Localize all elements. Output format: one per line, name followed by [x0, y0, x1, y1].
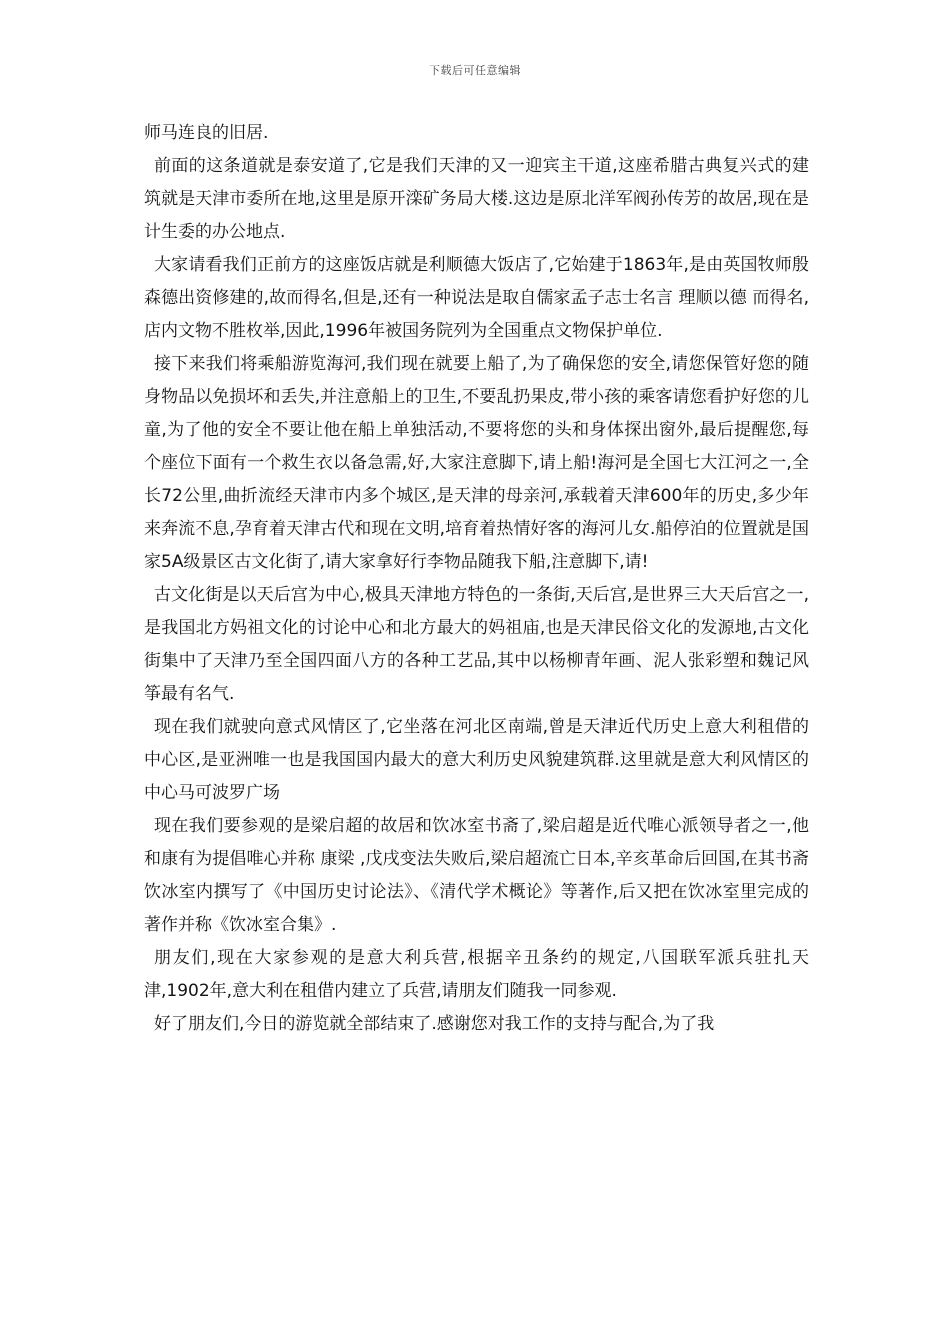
paragraph: 现在我们就驶向意式风情区了,它坐落在河北区南端,曾是天津近代历史上意大利租借的中心区,是亚洲唯一也是我国国内最大的意大利历史风貌建筑群.这里就是意大利风情区的中心马可波罗广场 [144, 717, 809, 803]
paragraph: 古文化街是以天后宫为中心,极具天津地方特色的一条街,天后宫,是世界三大天后宫之一,是我国北方妈祖文化的讨论中心和北方最大的妈祖庙,也是天津民俗文化的发源地,古文化街集中了天津乃至全国四面八方的各种工艺品,其中以杨柳青年画、泥人张彩塑和魏记风筝最有名气. [144, 585, 809, 704]
paragraph: 现在我们要参观的是梁启超的故居和饮冰室书斋了,梁启超是近代唯心派领导者之一,他和康有为提倡唯心并称 康梁 ,戊戌变法失败后,梁启超流亡日本,辛亥革命后回国,在其书斋饮冰室内撰写了《中国历史讨论法》、《清代学术概论》等著作,后又把在饮冰室里完成的著作并称《饮冰室合集》. [144, 816, 809, 935]
paragraph: 接下来我们将乘船游览海河,我们现在就要上船了,为了确保您的安全,请您保管好您的随身物品以免损坏和丢失,并注意船上的卫生,不要乱扔果皮,带小孩的乘客请您看护好您的儿童,为了他的安全不要让他在船上单独活动,不要将您的头和身体探出窗外,最后提醒您,每个座位下面有一个救生衣以备急需,好,大家注意脚下,请上船!海河是全国七大江河之一,全长72公里,曲折流经天津市内多个城区,是天津的母亲河,承载着天津600年的历史,多少年来奔流不息,孕育着天津古代和现在文明,培育着热情好客的海河儿女.船停泊的位置就是国家5A级景区古文化街了,请大家拿好行李物品随我下船,注意脚下,请! [144, 354, 809, 572]
paragraph: 前面的这条道就是泰安道了,它是我们天津的又一迎宾主干道,这座希腊古典复兴式的建筑就是天津市委所在地,这里是原开滦矿务局大楼.这边是原北洋军阀孙传芳的故居,现在是计生委的办公地点. [144, 156, 809, 242]
paragraph: 朋友们,现在大家参观的是意大利兵营,根据辛丑条约的规定,八国联军派兵驻扎天津,1902年,意大利在租借内建立了兵营,请朋友们随我一同参观. [144, 948, 809, 1001]
paragraph: 大家请看我们正前方的这座饭店就是利顺德大饭店了,它始建于1863年,是由英国牧师殷森德出资修建的,故而得名,但是,还有一种说法是取自儒家孟子志士名言 理顺以德 而得名,店内文物不胜枚举,因此,1996年被国务院列为全国重点文物保护单位. [144, 255, 809, 341]
paragraph: 好了朋友们,今日的游览就全部结束了.感谢您对我工作的支持与配合,为了我 [154, 1014, 715, 1034]
paragraph: 师马连良的旧居. [144, 123, 269, 143]
document-body [144, 117, 809, 1041]
page-header: 下载后可任意编辑 [429, 64, 521, 77]
